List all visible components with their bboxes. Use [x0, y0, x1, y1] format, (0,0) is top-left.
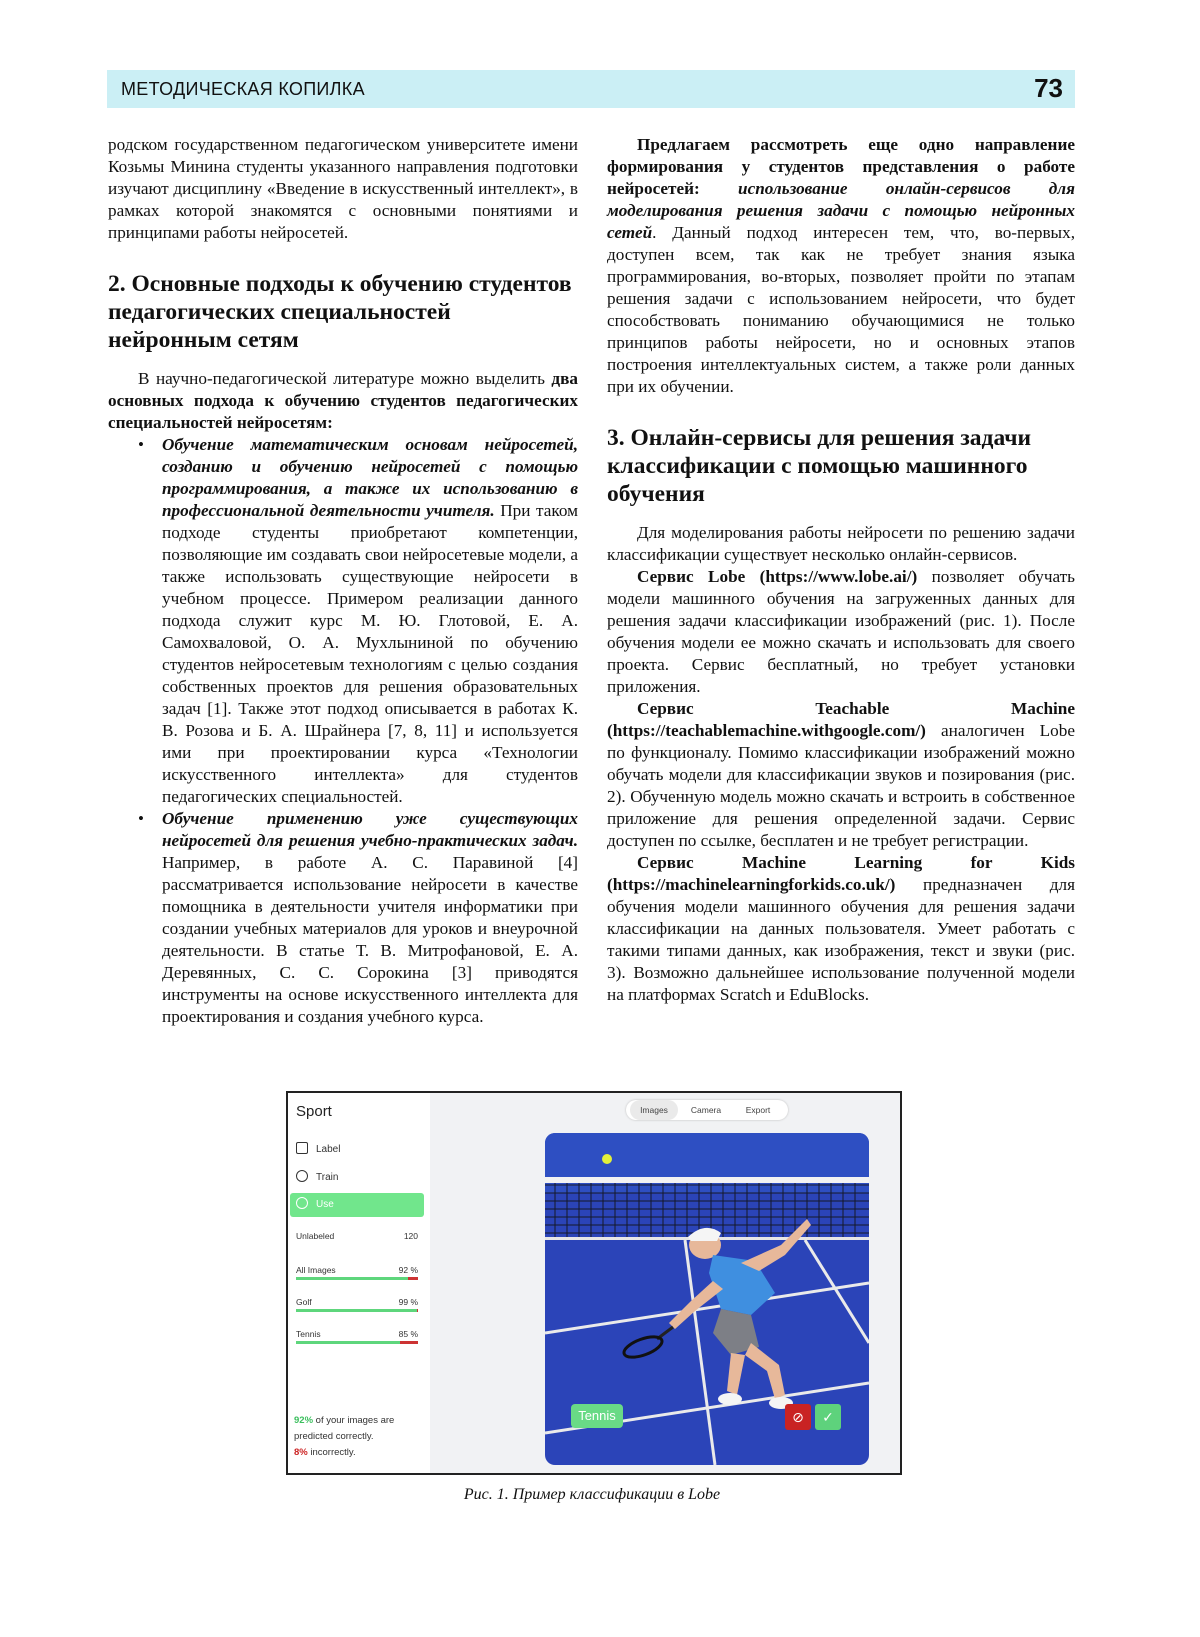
accept-button[interactable] — [815, 1404, 841, 1430]
section-title: МЕТОДИЧЕСКАЯ КОПИЛКА — [121, 79, 365, 99]
figure-lobe-screenshot — [286, 1091, 902, 1475]
section-heading: 2. Основные подходы к обучению студентов педагогических специальностей нейронным сетям — [108, 271, 572, 353]
accuracy-bar — [296, 1309, 418, 1312]
paragraph: Для моделирования работы нейросети по решению задачи классификации существует несколько онлайн-сервисов. — [607, 523, 1075, 564]
paragraph: родском государственном педагогическом университете имени Козьмы Минина студенты указанного направления подготовки изучают дисциплину «Введение в искусственный интеллект», в рамках которой знакомятся с основными понятиями и принципами работы нейросетей. — [108, 135, 578, 242]
paragraph: Сервис Lobe (https://www.lobe.ai/) позволяет обучать модели машинного обучения на загруженных данных для решения задачи классификации изображений (рис. 1). После обучения модели ее можно скачать и использовать для своего проекта. Сервис бесплатный, но требует установки приложения. — [607, 567, 1075, 696]
use-icon — [296, 1197, 308, 1209]
menu-use[interactable]: Use — [290, 1193, 424, 1217]
stat-golf: Golf 99 % — [296, 1297, 418, 1307]
paragraph: Сервис Teachable Machine (https://teachablemachine.withgoogle.com/) аналогичен Lobe по функционалу. Помимо классификации изображений можно обучать модели для классификации звуков и позирования (рис. 2). Обученную модель можно скачать и встроить в собственное приложение для решения определенной задачи. Сервис доступен по ссылке, бесплатен и не требует регистрации. — [607, 699, 1075, 850]
edit-icon — [296, 1142, 308, 1154]
view-tabs — [626, 1100, 788, 1120]
right-column — [607, 134, 1075, 1006]
check-circle-icon — [296, 1170, 308, 1182]
project-title: Sport — [296, 1103, 332, 1120]
accuracy-bar — [296, 1277, 418, 1280]
accuracy-summary: 92% of your images are predicted correctly. 8% incorrectly. — [294, 1415, 395, 1458]
paragraph: Предлагаем рассмотреть еще одно направление формирования у студентов представления о работе нейросетей: использование онлайн-сервисов для моделирования решения задачи с помощью нейронных сетей. Данный подход интересен тем, что, во-первых, доступен всем, так как не требует знания языка программирования, во-вторых, позволяет пройти по этапам решения задачи с использованием нейросети, что будет способствовать пониманию обучающимися не только принципов работы нейросети, но и основных этапов построения интеллектуальных систем, а также роли данных при их обучении. — [607, 135, 1075, 396]
list-item: • Обучение применению уже существующих нейросетей для решения учебно-практических задач. Например, в работе А. С. Паравиной [4] рассматривается использование нейросети в качестве помощника в деятельности учителя информатики при создании учебных материалов для уроков и внеурочной деятельности. В статье Т. В. Митрофановой, Е. А. Деревянных, С. С. Сорокина [3] приводятся инструменты на основе искусственного интеллекта для проектирования и создания учебного курса. — [138, 809, 578, 1026]
left-column — [108, 134, 578, 1028]
menu-train[interactable]: Train — [296, 1169, 338, 1187]
unlabeled-row: Unlabeled 120 — [296, 1231, 418, 1241]
paragraph: В научно-педагогической литературе можно выделить два основных подхода к обучению студентов педагогических специальностей нейросетям: — [108, 369, 578, 432]
tab-export[interactable]: Export — [745, 1105, 771, 1115]
paragraph: Сервис Machine Learning for Kids (https://machinelearningforkids.co.uk/) предназначен для обучения модели машинного обучения для решения задачи классификации на данных пользователя. Умеет работать с такими типами данных, как изображения, текст и звуки (рис. 3). Возможно дальнейшее использование полученной модели на платформах Scratch и EduBlocks. — [607, 853, 1075, 1004]
block-icon: ⊘ — [792, 1409, 804, 1425]
stat-tennis: Tennis 85 % — [296, 1329, 418, 1339]
section-heading: 3. Онлайн-сервисы для решения задачи классификации с помощью машинного обучения — [607, 425, 1032, 507]
reject-button[interactable] — [785, 1404, 811, 1430]
stat-all-images: All Images 92 % — [296, 1265, 418, 1275]
list-item: • Обучение математическим основам нейросетей, созданию и обучению нейросетей с помощью программирования, а также их использованию в профессиональной деятельности учителя. При таком подходе студенты приобретают компетенции, позволяющие им создавать свои нейросетевые модели, а также использовать существующие нейросети в учебном процессе. Примером реализации данного подхода служит курс М. Ю. Глотовой, Е. А. Самохваловой, О. А. Мухлыниной по обучению студентов нейросетевым технологиям с целью создания собственных проектов для решения образовательных задач [1]. Также этот подход описывается в работах К. В. Розова и Б. А. Шрайнера [7, 8, 11] и используется ими при проектировании курса «Технологии искусственного интеллекта» для студентов педагогических специальностей. — [138, 435, 578, 806]
bullet-icon: • — [138, 809, 144, 828]
bullet-list — [108, 434, 578, 1028]
lobe-sidebar — [288, 1093, 430, 1473]
tab-camera[interactable]: Camera — [690, 1105, 722, 1115]
page-number: 73 — [1034, 73, 1063, 103]
running-header — [107, 70, 1075, 108]
accuracy-bar — [296, 1341, 418, 1344]
prediction-label: Tennis — [571, 1404, 623, 1428]
figure-caption: Рис. 1. Пример классификации в Lobe — [463, 1486, 721, 1503]
menu-label[interactable]: Label — [296, 1141, 340, 1159]
bullet-icon: • — [138, 435, 144, 454]
check-icon: ✓ — [822, 1409, 834, 1425]
tab-images[interactable]: Images — [630, 1100, 678, 1120]
lobe-main-panel — [430, 1093, 900, 1473]
